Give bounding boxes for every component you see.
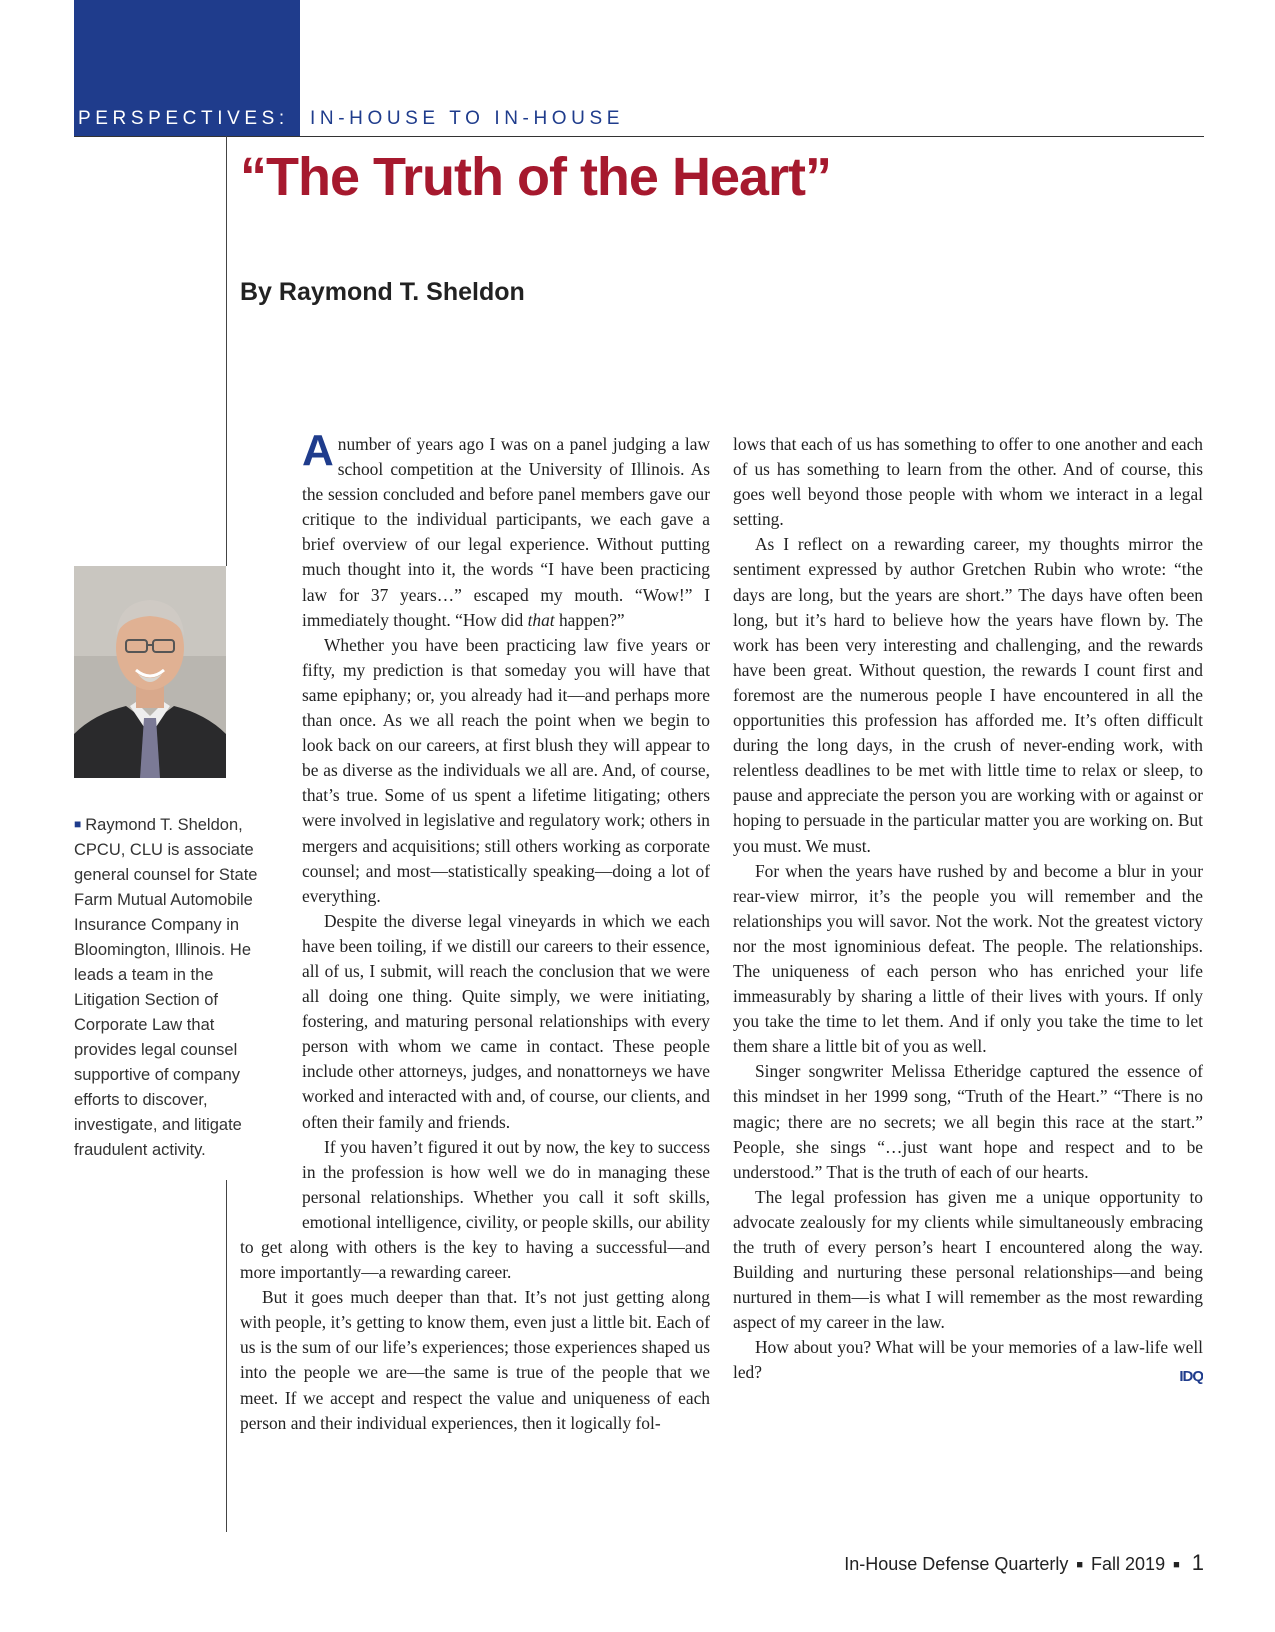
section-sublabel: IN-HOUSE TO IN-HOUSE [310, 108, 625, 129]
article-byline: By Raymond T. Sheldon [240, 278, 525, 306]
article-title: “The Truth of the Heart” [240, 147, 832, 207]
paragraph: lows that each of us has something to offer to one another and each of us has something to learn from the other. And of course, this goes well beyond those people with whom we interact in a legal setting. [733, 434, 1203, 530]
article-column-left [240, 432, 710, 1532]
drop-cap: A [302, 432, 334, 475]
footer-separator-icon: ■ [1076, 1559, 1084, 1571]
emphasis: that [527, 609, 555, 630]
paragraph: Singer songwriter Melissa Etheridge captured the essence of this mindset in her 1999 song, “Truth of the Heart.” “There is no magic; there are no secrets; we all begin this race at the start.” People, she sings “…just want hope and respect and to be understood.” That is the truth of each of our hearts. [733, 1061, 1203, 1182]
page-number: 1 [1191, 1550, 1204, 1575]
paragraph: Whether you have been practicing law five years or fifty, my prediction is that someday you will have that same epiphany; or, you already had it—and perhaps more than once. As we all reach the point when we begin to look back on our careers, at first blush they will appear to be as diverse as the individuals we all are. And, of course, that’s true. Some of us spent a lifetime litigating; others were involved in legislative and regulatory work; others in mergers and acquisitions; still others working as corporate counsel; and most—statistically speaking—doing a lot of everything. [302, 634, 710, 906]
paragraph: But it goes much deeper than that. It’s not just getting along with people, it’s getting to know them, even just a little bit. Each of us is the sum of our life’s experiences; those experiences shaped us into the people we are—the same is true of the people that we meet. If we accept and respect the value and uniqueness of each person and their individual experiences, then it logically fol- [240, 1287, 710, 1433]
end-mark-logo: IDQ [1179, 1368, 1203, 1386]
paragraph [733, 1335, 1203, 1385]
paragraph-text: happen?” [554, 609, 625, 630]
section-header [74, 104, 1204, 137]
paragraph: The legal profession has given me a unique opportunity to advocate zealously for my clients while simultaneously embracing the truth of every person’s heart I encountered along the way. Building and nurturing these personal relationships—and being nurtured in them—is what I will remember as the most rewarding aspect of my career in the law. [733, 1186, 1203, 1333]
caption-wrap-space [240, 786, 302, 1212]
paragraph [240, 432, 710, 633]
paragraph: As I reflect on a rewarding career, my thoughts mirror the sentiment expressed by author Gretchen Rubin who wrote: “the days are long, but the years are short.” The days have often been long, but it’s hard to believe how the years have flown by. The work has been very interesting and challenging, and the rewards have been great. Without question, the rewards I count first and foremost are the numerous people I have encountered in all the opportunities this profession has afforded me. It’s often difficult during the long days, in the crush of never-ending work, with relentless deadlines to be met with little time to relax or sleep, to pause and appreciate the person you are working with or against or hoping to persuade in the particular matter you are working on. But you must. We must. [733, 534, 1203, 856]
paragraph: Despite the diverse legal vineyards in which we each have been toiling, if we distill our careers to their essence, all of us, I submit, will reach the conclusion that we were all doing one thing. Quite simply, we were initiating, fostering, and maturing personal relationships with every person with whom we came in contact. These people include other attorneys, judges, and nonattorneys we have worked and interacted with and, of course, our clients, and often their family and friends. [302, 910, 710, 1132]
article-column-right [733, 432, 1203, 1532]
margin-rule-top [226, 136, 227, 566]
page-footer [700, 1550, 1204, 1576]
footer-publication: In-House Defense Quarterly [844, 1554, 1069, 1574]
footer-separator-icon: ■ [1173, 1559, 1180, 1571]
paragraph: For when the years have rushed by and become a blur in your rear-view mirror, it’s the people you will remember and the relationships you will savor. Not the work. Not the greatest victory nor the most ignominious defeat. The people. The relationships. The uniqueness of each person who has enriched your life immeasurably by sharing a little of their lives with yours. If only you take the time to let them. And if only you take the time to let them share a little bit of you as well. [733, 860, 1203, 1057]
caption-bullet-icon: ■ [74, 817, 82, 831]
margin-rule-bottom [226, 1180, 227, 1532]
author-photo [74, 566, 226, 778]
footer-issue: Fall 2019 [1091, 1554, 1166, 1574]
author-bio-text: Raymond T. Sheldon, CPCU, CLU is associate general counsel for State Farm Mutual Automobile Insurance Company in Bloomington, Illinois. He leads a team in the Litigation Section of Corporate Law that provides legal counsel supportive of company efforts to discover, investigate, and litigate fraudulent activity. [74, 816, 258, 1159]
paragraph-text: How about you? What will be your memories of a law-life well led? [733, 1337, 1203, 1383]
paragraph-text: number of years ago I was on a panel judging a law school competition at the University of Illinois. As the session concluded and before panel members gave our critique to the individual participants, we each gave a brief overview of our legal experience. Without putting much thought into it, the words “I have been practicing law for 37 years…” escaped my mouth. “Wow!” I immediately thought. “How did [302, 434, 710, 630]
paragraph: If you haven’t figured it out by now, the key to success in the profession is how well we do in managing these personal relationships. Whether you call it soft skills, emotional intelligence, civility, or people skills, our ability to get along with others is the key to having a successful—and more importantly—a rewarding career. [240, 1136, 710, 1283]
section-label: PERSPECTIVES: [78, 108, 289, 129]
